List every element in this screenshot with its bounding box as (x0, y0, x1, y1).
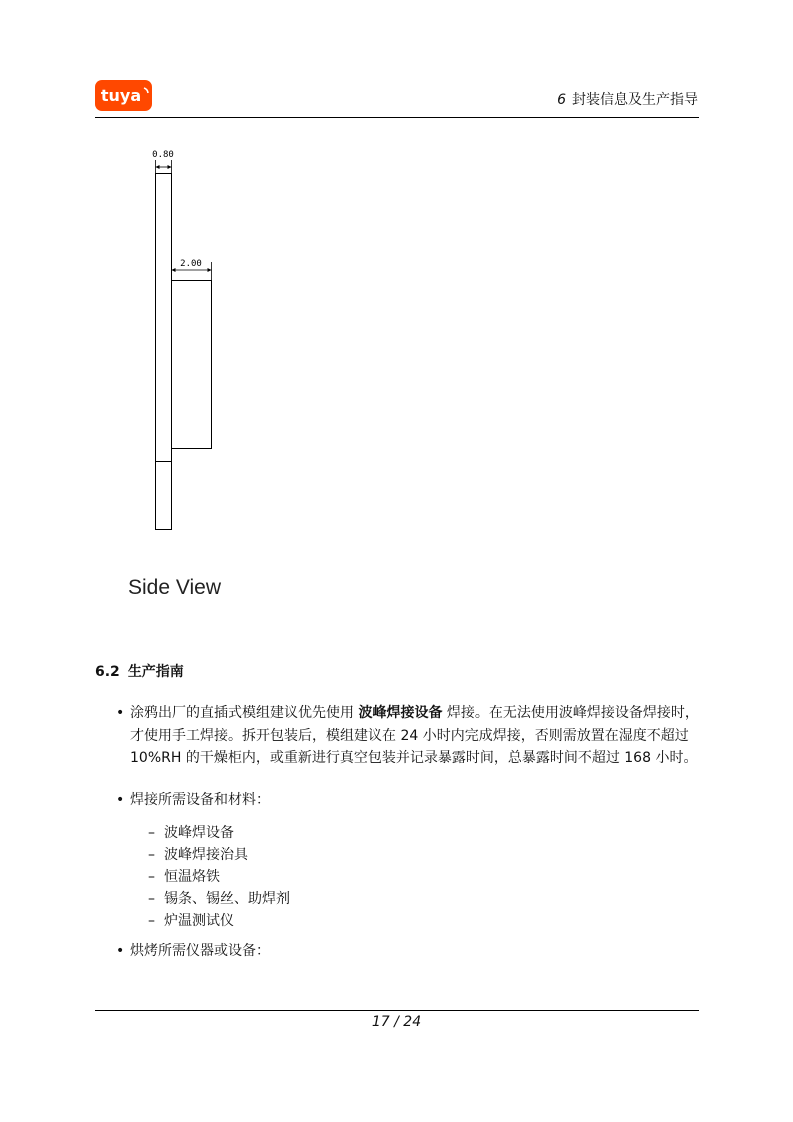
para-prefix: 涂鸦出厂的直插式模组建议优先使用 (130, 705, 359, 721)
section-number: 6.2 (95, 664, 120, 680)
chapter-title (557, 89, 698, 109)
pcb-board (156, 174, 172, 530)
section-title: 生产指南 (127, 664, 184, 680)
tuya-logo (95, 80, 152, 111)
footer-rule (95, 1010, 699, 1011)
dim-label-top: 0.80 (152, 150, 174, 160)
bullet-paragraph-3: 烘烤所需仪器或设备： (130, 943, 270, 959)
component-block (172, 281, 212, 449)
bullet-dot: • (116, 705, 125, 721)
page-number: 17 / 24 (371, 1014, 422, 1030)
para-bold: 波峰焊接设备 (358, 705, 443, 721)
list-item: – 恒温烙铁 (148, 869, 220, 885)
chapter-number: 6 (557, 92, 566, 108)
logo-text: tuya (100, 86, 142, 105)
bullet-paragraph-2: 焊接所需设备和材料： (130, 792, 270, 808)
bullet-dot: • (116, 943, 125, 959)
bullet-paragraph-1 (130, 702, 700, 770)
list-item: – 锡条、锡丝、助焊剂 (148, 891, 290, 907)
header-rule (95, 117, 699, 118)
section-heading (95, 661, 184, 681)
figure-caption: Side View (128, 576, 222, 599)
chapter-title-text: 封装信息及生产指导 (572, 92, 698, 108)
bullet-dot: • (116, 792, 125, 808)
side-view-drawing (145, 140, 235, 540)
list-item: – 炉温测试仪 (148, 913, 234, 929)
list-item: – 波峰焊设备 (148, 825, 234, 841)
para-suffix: 焊接。在无法使用波峰焊接设备焊接时，才使用手工焊接。拆开包装后，模组建议在 24 小时内完成焊接，否则需放置在湿度不超过 10%RH 的干燥柜内，或重新进行真空包装并记录暴露时间，总暴露时间不超过 168 小时。 (130, 705, 699, 766)
dim-label-mid: 2.00 (180, 259, 202, 269)
list-item: – 波峰焊接治具 (148, 847, 248, 863)
